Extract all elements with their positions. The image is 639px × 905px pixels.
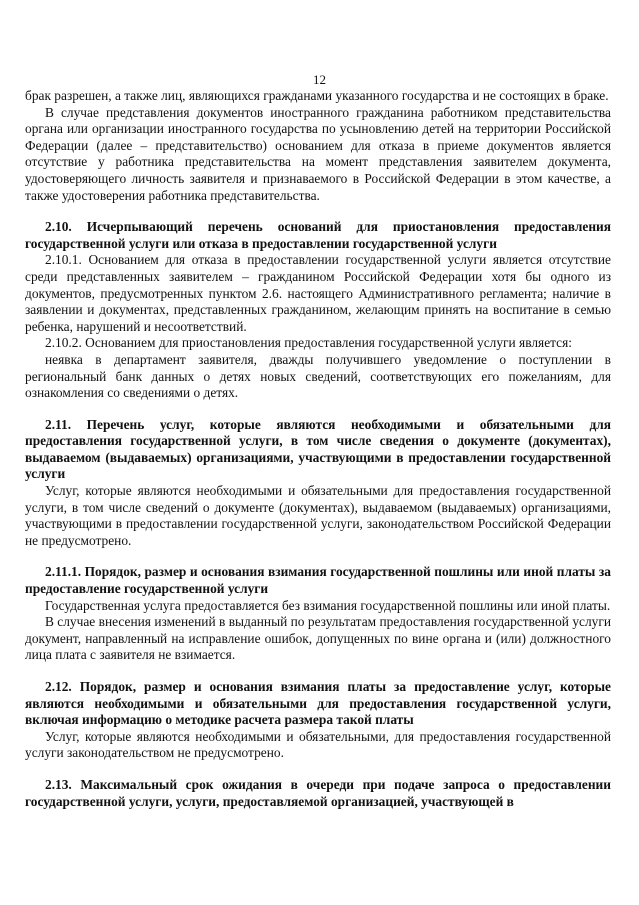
paragraph-2-10-2: 2.10.2. Основанием для приостановления предоставления государственной услуги является: (45, 335, 572, 351)
paragraph-2-12: Услуг, которые являются необходимыми и обязательными, для предоставления государственной услуги законодательством не предусмотрено. (25, 728, 611, 761)
paragraph-2-11-1-fee: Государственная услуга предоставляется без взимания государственной пошлины или иной платы. (45, 597, 611, 613)
paragraph-foreign-documents: В случае представления документов иностранного гражданина работником представительства органа или организации иностранного государства по усыновлению детей на территории Российской Федерации (далее – представительство) основанием для отказа в приеме документов является отсутствие у работника представительства на момент представления заявителем документа, удостоверяющего личность заявителя и признаваемого в Российской Федерации в этом качестве, а также удостоверения работника представительства. (25, 104, 611, 203)
heading-2-11: 2.11. Перечень услуг, которые являются необходимыми и обязательными для предоставления государственной услуги, в том числе сведения о документе (документах), выдаваемом (выдаваемых) организациями, участвующими в предоставлении государственной услуги (25, 416, 611, 482)
paragraph-continuation: брак разрешен, а также лиц, являющихся гражданами указанного государства и не состоящих в браке. (25, 88, 609, 103)
page-number: 12 (313, 72, 326, 87)
paragraph-2-11-1-corrections: В случае внесения изменений в выданный по результатам предоставления государственной услуги документ, направленный на исправление ошибок, допущенных по вине органа и (или) должностного лица плата с заявителя не взимается. (25, 614, 611, 663)
heading-2-11-1: 2.11.1. Порядок, размер и основания взимания государственной пошлины или иной платы за предоставление государственной услуги (25, 564, 611, 597)
heading-2-10: 2.10. Исчерпывающий перечень оснований для приостановления предоставления государственной услуги или отказа в предоставлении государственной услуги (25, 219, 611, 251)
heading-2-13: 2.13. Максимальный срок ожидания в очереди при подаче запроса о предоставлении государственной услуги, услуги, предоставляемой организацией, участвующей в (25, 776, 611, 809)
document-body (25, 88, 611, 810)
paragraph-2-10-1: 2.10.1. Основанием для отказа в предоставлении государственной услуги является отсутствие среди представленных заявителем – гражданином Российской Федерации хотя бы одного из документов, предусмотренных пунктом 2.6. настоящего Административного регламента; наличие в заявлении и документах, представленных гражданином, желающим принять на воспитание в семью ребенка, нарушений и несоответствий. (25, 252, 611, 334)
paragraph-2-11: Услуг, которые являются необходимыми и обязательными для предоставления государственной услуги, в том числе сведений о документе (документах), выдаваемом (выдаваемых) организациями, участвующими в предоставлении государственной услуги, законодательством Российской Федерации не предусмотрено. (25, 483, 611, 548)
heading-2-12: 2.12. Порядок, размер и основания взимания платы за предоставление услуг, которые являются необходимыми и обязательными для предоставления государственной услуги, включая информацию о методике расчета размера такой платы (25, 679, 611, 728)
paragraph-2-10-2-detail: неявка в департамент заявителя, дважды получившего уведомление о поступлении в региональный банк данных о детях новых сведений, соответствующих его пожеланиям, для ознакомления со сведениями о детях. (25, 351, 611, 401)
